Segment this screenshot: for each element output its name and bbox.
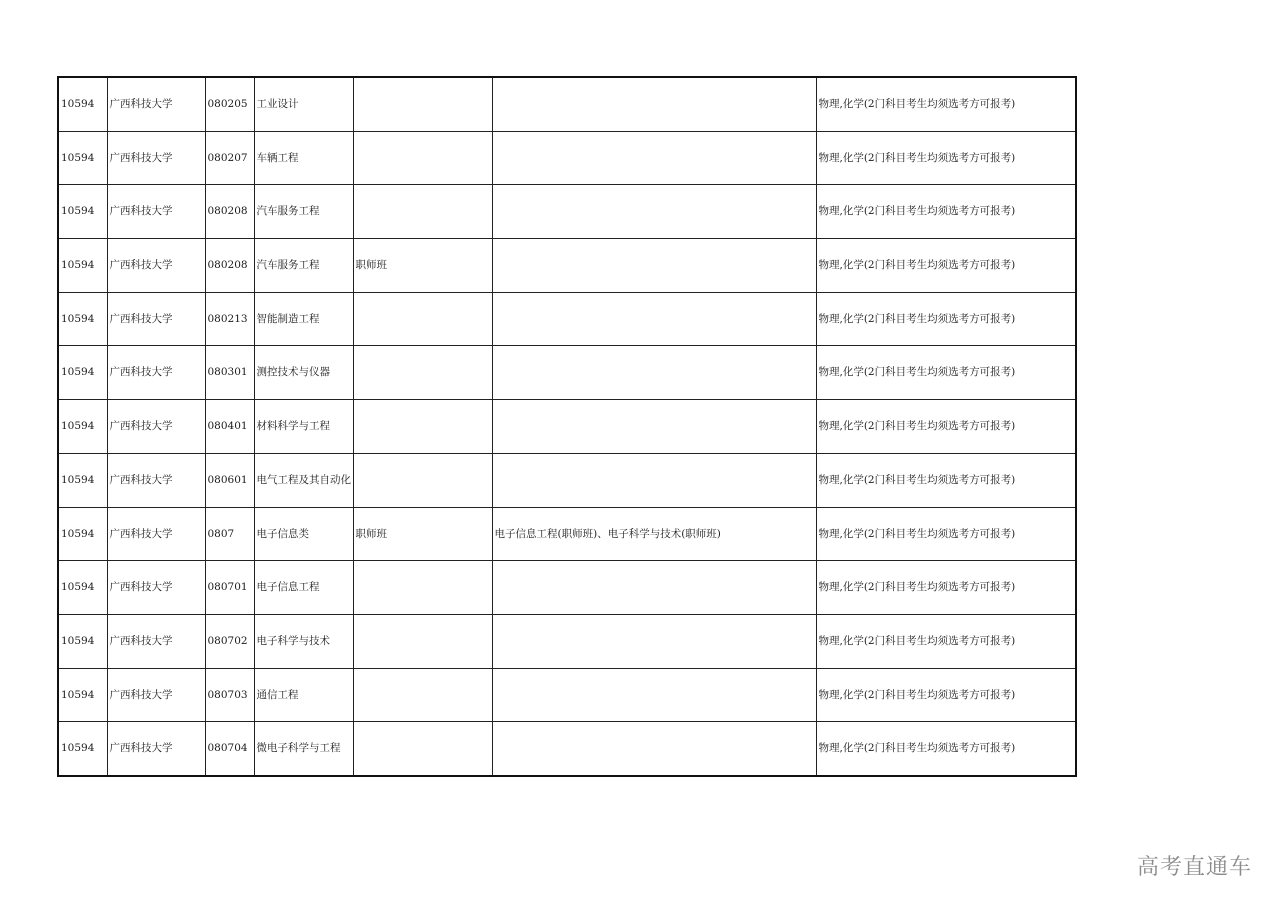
school-name-cell: 广西科技大学 [107,668,205,722]
note-cell [353,668,492,722]
school-name-cell: 广西科技大学 [107,722,205,776]
subject-requirement-cell: 物理,化学(2门科目考生均须选考方可报考) [816,668,1076,722]
note-cell [353,400,492,454]
subject-requirement-cell: 物理,化学(2门科目考生均须选考方可报考) [816,561,1076,615]
included-majors-cell [492,400,816,454]
included-majors-cell [492,561,816,615]
subject-requirement-cell: 物理,化学(2门科目考生均须选考方可报考) [816,131,1076,185]
table-row [58,131,1076,185]
school-code-cell: 10594 [58,400,107,454]
school-code-cell: 10594 [58,239,107,293]
major-code-cell: 080601 [205,453,254,507]
school-name-cell: 广西科技大学 [107,77,205,131]
note-cell: 职师班 [353,239,492,293]
table-row [58,507,1076,561]
subject-requirement-cell: 物理,化学(2门科目考生均须选考方可报考) [816,722,1076,776]
school-code-cell: 10594 [58,722,107,776]
table-row [58,722,1076,776]
included-majors-cell [492,614,816,668]
school-code-cell: 10594 [58,77,107,131]
note-cell [353,453,492,507]
major-code-cell: 080213 [205,292,254,346]
table-body [58,77,1076,776]
school-code-cell: 10594 [58,185,107,239]
watermark-text: 高考直通车 [1136,855,1252,880]
major-code-cell: 080702 [205,614,254,668]
school-code-cell: 10594 [58,507,107,561]
major-code-cell: 080208 [205,239,254,293]
table-row [58,346,1076,400]
school-name-cell: 广西科技大学 [107,453,205,507]
subject-requirement-cell: 物理,化学(2门科目考生均须选考方可报考) [816,453,1076,507]
major-name-cell: 电子科学与技术 [254,614,353,668]
subject-requirement-cell: 物理,化学(2门科目考生均须选考方可报考) [816,614,1076,668]
major-code-cell: 080205 [205,77,254,131]
school-name-cell: 广西科技大学 [107,292,205,346]
major-code-cell: 080701 [205,561,254,615]
table-row [58,185,1076,239]
major-name-cell: 微电子科学与工程 [254,722,353,776]
table-row [58,400,1076,454]
major-name-cell: 汽车服务工程 [254,185,353,239]
included-majors-cell [492,668,816,722]
major-name-cell: 车辆工程 [254,131,353,185]
note-cell [353,722,492,776]
major-code-cell: 080301 [205,346,254,400]
included-majors-cell [492,239,816,293]
note-cell [353,185,492,239]
school-name-cell: 广西科技大学 [107,561,205,615]
school-name-cell: 广西科技大学 [107,239,205,293]
school-name-cell: 广西科技大学 [107,400,205,454]
subject-requirement-cell: 物理,化学(2门科目考生均须选考方可报考) [816,77,1076,131]
subject-requirement-cell: 物理,化学(2门科目考生均须选考方可报考) [816,292,1076,346]
major-code-cell: 080704 [205,722,254,776]
major-name-cell: 材料科学与工程 [254,400,353,454]
note-cell [353,77,492,131]
major-name-cell: 电子信息工程 [254,561,353,615]
major-name-cell: 电子信息类 [254,507,353,561]
school-name-cell: 广西科技大学 [107,131,205,185]
included-majors-cell [492,292,816,346]
major-name-cell: 测控技术与仪器 [254,346,353,400]
subject-requirement-cell: 物理,化学(2门科目考生均须选考方可报考) [816,239,1076,293]
major-name-cell: 汽车服务工程 [254,239,353,293]
subject-requirement-cell: 物理,化学(2门科目考生均须选考方可报考) [816,507,1076,561]
note-cell: 职师班 [353,507,492,561]
major-name-cell: 通信工程 [254,668,353,722]
subject-requirement-cell: 物理,化学(2门科目考生均须选考方可报考) [816,346,1076,400]
school-code-cell: 10594 [58,561,107,615]
school-code-cell: 10594 [58,292,107,346]
note-cell [353,131,492,185]
school-code-cell: 10594 [58,614,107,668]
major-code-cell: 0807 [205,507,254,561]
major-name-cell: 电气工程及其自动化 [254,453,353,507]
included-majors-cell [492,131,816,185]
school-name-cell: 广西科技大学 [107,614,205,668]
major-requirements-table [57,76,1077,777]
table-row [58,453,1076,507]
note-cell [353,346,492,400]
school-code-cell: 10594 [58,668,107,722]
table-row [58,292,1076,346]
subject-requirement-cell: 物理,化学(2门科目考生均须选考方可报考) [816,400,1076,454]
school-code-cell: 10594 [58,346,107,400]
major-name-cell: 工业设计 [254,77,353,131]
included-majors-cell [492,453,816,507]
included-majors-cell [492,722,816,776]
major-name-cell: 智能制造工程 [254,292,353,346]
table-row [58,668,1076,722]
note-cell [353,292,492,346]
major-code-cell: 080207 [205,131,254,185]
included-majors-cell [492,77,816,131]
school-code-cell: 10594 [58,131,107,185]
school-code-cell: 10594 [58,453,107,507]
subject-requirement-cell: 物理,化学(2门科目考生均须选考方可报考) [816,185,1076,239]
note-cell [353,561,492,615]
note-cell [353,614,492,668]
school-name-cell: 广西科技大学 [107,185,205,239]
table-row [58,561,1076,615]
major-code-cell: 080703 [205,668,254,722]
table-row [58,77,1076,131]
included-majors-cell [492,346,816,400]
included-majors-cell: 电子信息工程(职师班)、电子科学与技术(职师班) [492,507,816,561]
table-row [58,614,1076,668]
school-name-cell: 广西科技大学 [107,507,205,561]
table-row [58,239,1076,293]
school-name-cell: 广西科技大学 [107,346,205,400]
major-code-cell: 080401 [205,400,254,454]
major-code-cell: 080208 [205,185,254,239]
included-majors-cell [492,185,816,239]
